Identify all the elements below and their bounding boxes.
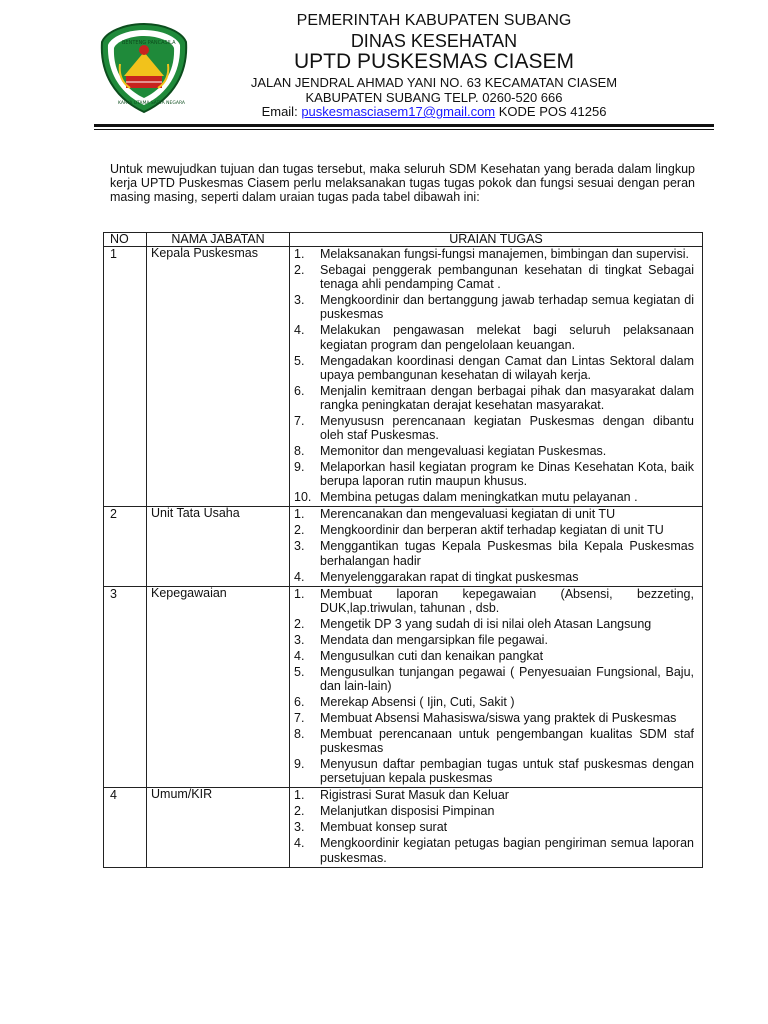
task-list	[290, 788, 694, 864]
task-item	[290, 523, 694, 537]
task-item	[290, 757, 694, 785]
task-item	[290, 539, 694, 567]
task-number: 1.	[294, 788, 305, 803]
task-text: Membuat konsep surat	[320, 820, 448, 835]
task-number: 2.	[294, 263, 305, 277]
task-list	[290, 587, 694, 786]
task-number: 4.	[294, 648, 305, 663]
task-item	[290, 460, 694, 488]
puskesmas-logo	[96, 20, 192, 116]
task-text: Melakukan pengawasan melekat bagi seluruh pelaksanaan kegiatan program dan pengelolaan keuangan.	[320, 323, 694, 352]
task-number: 1.	[294, 507, 305, 522]
task-list	[290, 247, 694, 505]
task-text: Menyusun daftar pembagian tugas untuk staf puskesmas dengan persetujuan kepala puskesmas	[320, 757, 694, 786]
task-text: Mengkoordinir kegiatan petugas bagian pengiriman semua laporan puskesmas.	[320, 836, 694, 865]
task-number: 7.	[294, 414, 305, 429]
task-item	[290, 293, 694, 321]
task-item	[290, 617, 694, 631]
row-jabatan: Kepala Puskesmas	[147, 247, 290, 507]
intro-paragraph: Untuk mewujudkan tujuan dan tugas tersebut, maka seluruh SDM Kesehatan yang berada dalam lingkup kerja UPTD Puskesmas Ciasem perlu melaksanakan tugas tugas pokok dan fungsi sesuai dengan peran masing masing, seperti dalam uraian tugas pada tabel dibawah ini:	[110, 162, 695, 204]
row-tasks	[290, 247, 703, 507]
task-number: 4.	[294, 836, 305, 851]
task-number: 3.	[294, 293, 305, 308]
task-text: Memonitor dan mengevaluasi kegiatan Puskesmas.	[320, 444, 607, 459]
task-item	[290, 414, 694, 442]
header-address: JALAN JENDRAL AHMAD YANI NO. 63 KECAMATAN CIASEM	[250, 75, 618, 90]
task-number: 10.	[294, 490, 312, 505]
task-item	[290, 788, 694, 802]
email-label: Email:	[261, 104, 298, 119]
task-number: 1.	[294, 247, 305, 261]
task-number: 9.	[294, 460, 305, 475]
row-number: 3	[104, 586, 147, 788]
row-jabatan: Kepegawaian	[147, 586, 290, 788]
task-text: Membuat laporan kepegawaian (Absensi, bezzeting, DUK,lap.triwulan, tahunan , dsb.	[320, 586, 694, 615]
logo-text-top: BENTENG PANCASILA	[122, 40, 176, 46]
task-item	[290, 633, 694, 647]
table-row	[104, 247, 703, 507]
row-jabatan: Unit Tata Usaha	[147, 507, 290, 586]
task-text: Melanjutkan disposisi Pimpinan	[320, 804, 495, 819]
task-item	[290, 587, 694, 615]
task-text: Menyususn perencanaan kegiatan Puskesmas dengan dibantu oleh staf Puskesmas.	[320, 414, 694, 443]
task-text: Merencanakan dan mengevaluasi kegiatan di unit TU	[320, 507, 616, 522]
task-number: 7.	[294, 711, 305, 726]
task-item	[290, 695, 694, 709]
task-item	[290, 323, 694, 351]
task-number: 6.	[294, 383, 305, 398]
header-government: PEMERINTAH KABUPATEN SUBANG	[296, 12, 572, 29]
task-item	[290, 263, 694, 291]
task-item	[290, 836, 694, 864]
table-row	[104, 586, 703, 788]
header-rule-thick	[94, 124, 714, 127]
header-no: NO	[104, 233, 147, 247]
task-text: Melaporkan hasil kegiatan program ke Dinas Kesehatan Kota, baik berupa laporan rutin maupun khusus.	[320, 460, 694, 489]
task-item	[290, 804, 694, 818]
task-text: Mengusulkan cuti dan kenaikan pangkat	[320, 648, 544, 663]
task-text: Mendata dan mengarsipkan file pegawai.	[320, 632, 548, 647]
task-item	[290, 665, 694, 693]
task-list	[290, 507, 694, 583]
task-item	[290, 727, 694, 755]
task-number: 5.	[294, 664, 305, 679]
task-text: Sebagai penggerak pembangunan kesehatan di tingkat Sebagai tenaga ahli pendamping Camat .	[320, 263, 694, 292]
task-number: 6.	[294, 695, 305, 710]
task-number: 3.	[294, 632, 305, 647]
task-text: Menggantikan tugas Kepala Puskesmas bila Kepala Puskesmas berhalangan hadir	[320, 539, 694, 568]
task-text: Mengkoordinir dan bertanggung jawab terhadap semua kegiatan di puskesmas	[320, 293, 694, 322]
task-item	[290, 711, 694, 725]
header-rule-thin	[94, 129, 714, 130]
task-text: Menyelenggarakan rapat di tingkat puskesmas	[320, 569, 579, 584]
header-agency: DINAS KESEHATAN	[350, 31, 518, 51]
task-text: Melaksanakan fungsi-fungsi manajemen, bimbingan dan supervisi.	[320, 247, 689, 261]
task-text: Merekap Absensi ( Ijin, Cuti, Sakit )	[320, 695, 515, 710]
task-number: 4.	[294, 569, 305, 584]
task-text: Menjalin kemitraan dengan berbagai pihak dan masyarakat dalam rangka peningkatan derajat kesehatan masyarakat.	[320, 383, 694, 413]
header-phone: KABUPATEN SUBANG TELP. 0260-520 666	[305, 90, 563, 105]
task-number: 2.	[294, 616, 305, 631]
task-item	[290, 247, 694, 261]
task-number: 4.	[294, 323, 305, 338]
email-link[interactable]: puskesmasciasem17@gmail.com	[301, 104, 496, 119]
task-item	[290, 490, 694, 504]
task-number: 3.	[294, 820, 305, 835]
row-number: 1	[104, 247, 147, 507]
logo-text-bottom: KARYA UTAMA SATYA NEGARA	[118, 101, 185, 106]
task-text: Membuat perencanaan untuk pengembangan kualitas SDM staf puskesmas	[320, 727, 694, 756]
task-text: Mengusulkan tunjangan pegawai ( Penyesuaian Fungsional, Baju, dan lain-lain)	[320, 664, 694, 694]
header-jabatan: NAMA JABATAN	[147, 233, 290, 247]
task-item	[290, 649, 694, 663]
task-number: 1.	[294, 586, 305, 601]
row-tasks	[290, 507, 703, 586]
task-text: Membuat Absensi Mahasiswa/siswa yang praktek di Puskesmas	[320, 711, 677, 726]
task-item	[290, 820, 694, 834]
task-text: Mengetik DP 3 yang sudah di isi nilai oleh Atasan Langsung	[320, 616, 652, 631]
task-number: 2.	[294, 523, 305, 538]
header-contact	[200, 104, 668, 119]
task-number: 8.	[294, 444, 305, 459]
task-item	[290, 354, 694, 382]
row-number: 4	[104, 788, 147, 867]
task-text: Rigistrasi Surat Masuk dan Keluar	[320, 788, 509, 803]
postcode: KODE POS 41256	[498, 104, 607, 119]
row-tasks	[290, 586, 703, 788]
task-item	[290, 507, 694, 521]
table-row	[104, 788, 703, 867]
task-text: Mengadakan koordinasi dengan Camat dan Lintas Sektoral dalam upaya pembangunan kesehatan di wilayah kerja.	[320, 353, 694, 382]
duty-table	[103, 232, 703, 868]
task-text: Mengkoordinir dan berperan aktif terhadap kegiatan di unit TU	[320, 523, 664, 538]
table-header-row	[104, 233, 703, 247]
header-uraian: URAIAN TUGAS	[290, 233, 703, 247]
row-jabatan: Umum/KIR	[147, 788, 290, 867]
header-title: UPTD PUSKESMAS CIASEM	[293, 50, 575, 73]
row-tasks	[290, 788, 703, 867]
task-number: 3.	[294, 539, 305, 554]
table-row	[104, 507, 703, 586]
task-item	[290, 570, 694, 584]
task-number: 8.	[294, 727, 305, 742]
task-item	[290, 444, 694, 458]
task-item	[290, 384, 694, 412]
task-number: 2.	[294, 804, 305, 819]
task-number: 9.	[294, 757, 305, 772]
task-text: Membina petugas dalam meningkatkan mutu pelayanan .	[320, 490, 638, 505]
row-number: 2	[104, 507, 147, 586]
task-number: 5.	[294, 353, 305, 368]
